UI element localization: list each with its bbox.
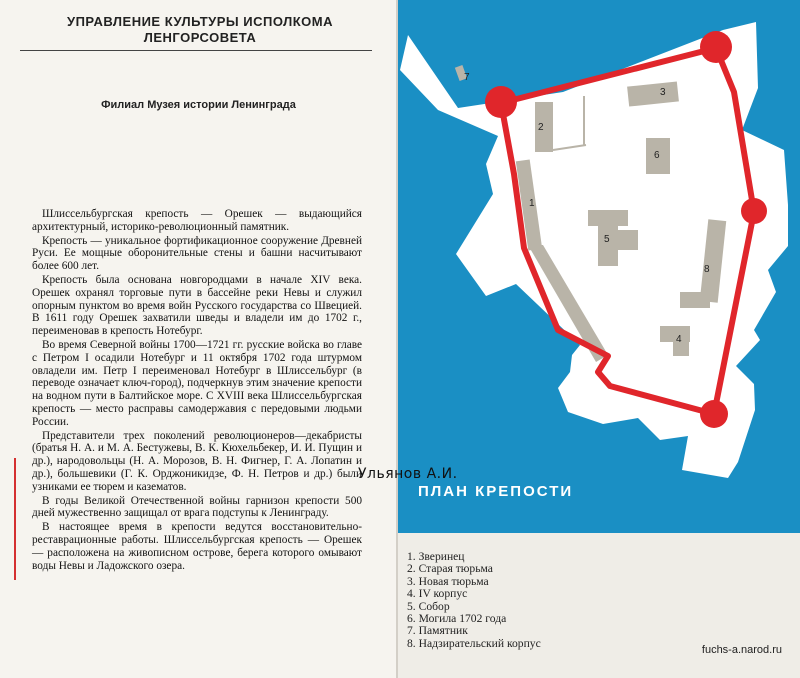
handwritten-name: Ульянов А.И. xyxy=(358,466,458,482)
legend-item: 4. IV корпус xyxy=(407,587,468,601)
island-shape xyxy=(400,22,788,478)
building-number-7: 7 xyxy=(464,72,470,83)
tower-east xyxy=(741,198,767,224)
paragraph: Шлиссельбургская крепость — Орешек — выдающийся архитектурный, историко-революционный памятник. xyxy=(32,208,362,233)
subtitle: Филиал Музея истории Ленинграда xyxy=(101,99,296,111)
building-warden-b xyxy=(680,292,710,308)
building-number-2: 2 xyxy=(538,122,544,133)
map-title: ПЛАН КРЕПОСТИ xyxy=(418,483,574,500)
building-number-6: 6 xyxy=(654,150,660,161)
paragraph: Во время Северной войны 1700—1721 гг. русские войска во главе с Петром I осадили Нотебург и 11 октября 1702 года штурмом овладели им. Петр I переименовал Нотебург в Шлиссельбург (в переводе означает ключ-город), подчеркнув этим значение крепости на водном пути в Балтийское море. С XVIII века Шлиссельбургская крепость — место расправы самодержавия с передовыми людьми России. xyxy=(32,338,362,428)
article-body xyxy=(32,208,362,573)
paragraph: В настоящее время в крепости ведутся восстановительно-реставрационные работы. Шлиссельбургская крепость — Орешек — расположена на живописном острове, берега которого омывают воды Невы и Ладожского озера. xyxy=(32,521,362,572)
tower-northwest xyxy=(485,86,517,118)
building-number-3: 3 xyxy=(660,87,666,98)
legend-item: 2. Старая тюрьма xyxy=(407,562,493,576)
paragraph: Крепость была основана новгородцами в начале XIV века. Орешек охранял торговые пути в бассейне реки Невы и служил опорным пунктом во время войн Русского государства со Швецией. В 1611 году Орешек захватили шведы и владели им до 1702 г., переименовав в крепость Нотебург. xyxy=(32,273,362,338)
paragraph: Представители трех поколений революционеров—декабристы (братья Н. А. и М. А. Бестужевы, В. К. Кюхельбекер, И. И. Пущин и др.), народовольцы (Н. А. Морозов, В. Н. Фигнер, Г. А. Лопатин и др.), большевики (Г. К. Орджоникидзе, Ф. Н. Петров и др.) были узниками ее тюрем и казематов. xyxy=(32,429,362,493)
header-line-2: ЛЕНГОРСОВЕТА xyxy=(143,30,257,45)
legend-item: 7. Памятник xyxy=(407,624,468,638)
paragraph: Крепость — уникальное фортификационное сооружение Древней Руси. Ее мощные оборонительные стены и башни насчитывают более 600 лет. xyxy=(32,234,362,273)
map-legend xyxy=(407,551,541,650)
paragraph: В годы Великой Отечественной войны гарнизон крепости 500 дней мужественно защищал от врага подступы к Ленинграду. xyxy=(32,494,362,520)
legend-item: 8. Надзирательский корпус xyxy=(407,636,541,650)
fortress-map xyxy=(398,0,800,533)
building-number-8: 8 xyxy=(704,264,710,275)
legend-item: 1. Зверинец xyxy=(407,550,465,563)
header-line-1: УПРАВЛЕНИЕ КУЛЬТУРЫ ИСПОЛКОМА xyxy=(66,14,333,29)
tower-south xyxy=(700,400,728,428)
header-divider xyxy=(20,50,372,51)
tower-north xyxy=(700,31,732,63)
legend-item: 5. Собор xyxy=(407,599,450,613)
building-number-4: 4 xyxy=(676,334,682,345)
building-number-5: 5 xyxy=(604,234,610,245)
legend-item: 6. Могила 1702 года xyxy=(407,612,507,626)
building-number-1: 1 xyxy=(529,198,535,209)
legend-item: 3. Новая тюрьма xyxy=(407,574,489,588)
red-margin-mark xyxy=(14,458,16,580)
source-url: fuchs-a.narod.ru xyxy=(701,644,782,656)
